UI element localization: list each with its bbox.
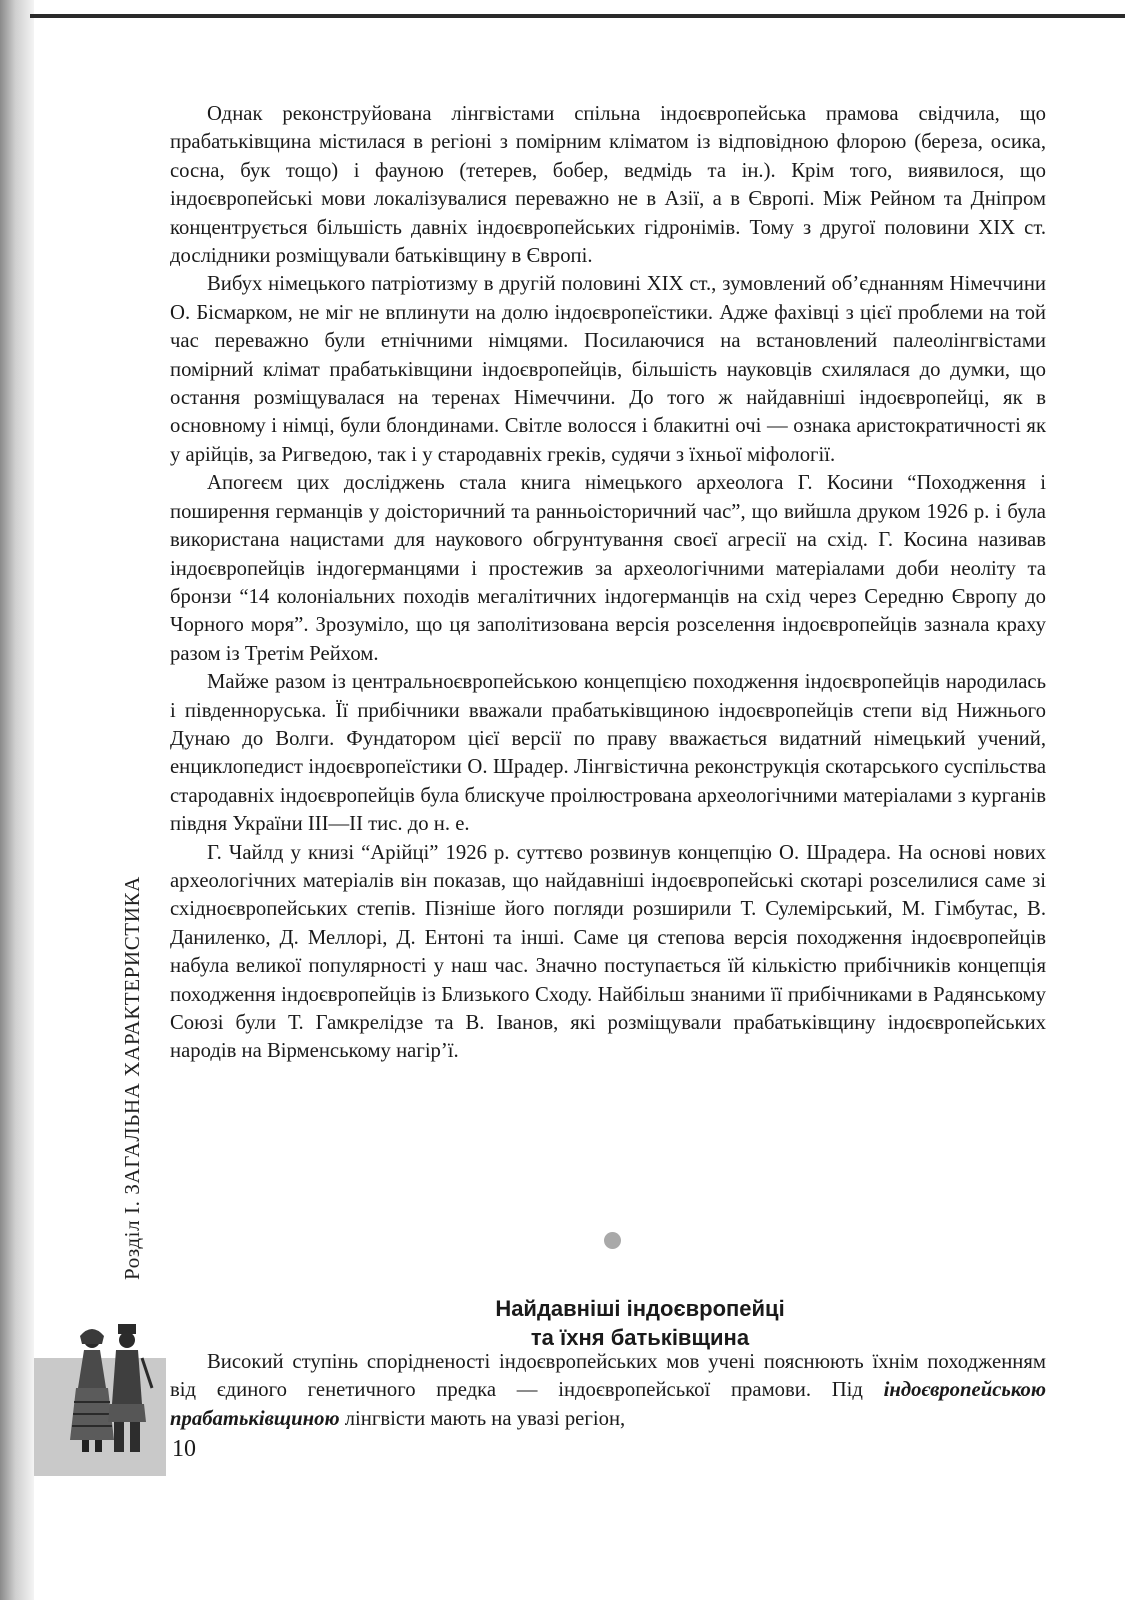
page-number: 10 — [172, 1436, 196, 1462]
key-term: індоєвропейською прабатьківщиною — [170, 1379, 1046, 1430]
top-rule — [30, 14, 1125, 18]
section-heading-line: та їхня батьківщина — [530, 1325, 750, 1350]
paragraph — [170, 1348, 1046, 1433]
paragraph-text: лінгвісти мають на увазі регіон, — [339, 1407, 626, 1430]
body-text — [170, 100, 1046, 1066]
section-heading-line: Найдавніші індоєвропейці — [495, 1296, 785, 1321]
folk-figures-illustration — [62, 1318, 158, 1458]
section-heading — [440, 1294, 840, 1352]
paragraph: Однак реконструйована лінгвістами спільна індоєвропейська прамова свідчила, що прабатьківщина містилася в регіоні з помірним кліматом із відповідною флорою (береза, осика, сосна, бук тощо) і фауною (тетерев, бобер, ведмідь та ін.). Крім того, виявилося, що індоєвропейські мови локалізувалися переважно не в Азії, а в Європі. Між Рейном та Дніпром концентрується більшість давніх індоєвропейських гідронімів. Тому з другої половини XIX ст. дослідники розміщували батьківщину в Європі. — [170, 103, 1046, 268]
chapter-sidebar-title: Розділ І. ЗАГАЛЬНА ХАРАКТЕРИСТИКА — [120, 876, 144, 1280]
section-divider-dot — [604, 1232, 621, 1249]
paragraph: Апогеєм цих досліджень стала книга німецького археолога Г. Косини “Походження і поширення германців у доісторичний та ранньоісторичний час”, що вийшла друком 1926 р. і була використана нацистами для наукового обгрунтування своєї агресії на схід. Г. Косина називав індоєвропейців індогерманцями і простежив за археологічними матеріалами доби неоліту та бронзи “14 колоніальних походів мегалітичних індогерманців на схід через Середню Європу до Чорного моря”. Зрозуміло, що ця заполітизована версія розселення індоєвропейців зазнала краху разом із Третім Рейхом. — [170, 472, 1046, 665]
paragraph: Майже разом із центральноєвропейською концепцією походження індоєвропейців народилась і південноруська. Її прибічники вважали прабатьківщиною індоєвропейців степи від Нижнього Дунаю до Волги. Фундатором цієї версії по праву вважається видатний німецький учений, енциклопедист індоєвропеїстики О. Шрадер. Лінгвістична реконструкція скотарського суспільства стародавніх індоєвропейців була блискуче проілюстрована археологічними матеріалами з курганів півдня України III—II тис. до н. е. — [170, 671, 1046, 836]
section-body-text — [170, 1348, 1046, 1433]
paragraph: Г. Чайлд у книзі “Арійці” 1926 р. суттєво розвинув концепцію О. Шрадера. На основі нових археологічних матеріалів він показав, що найдавніші індоєвропейські скотарі розселилися саме зі східноєвропейських степів. Пізніше його погляди розширили Т. Сулемірський, М. Гімбутас, В. Даниленко, Д. Меллорі, Д. Ентоні та інші. Саме ця степова версія походження індоєвропейців набула великої популярності у наш час. Значно поступається їй кількістю прибічників концепція походження індоєвропейців із Близького Сходу. Найбільш знаними її прибічниками в Радянському Союзі були Т. Гамкрелідзе та В. Іванов, які розміщували прабатьківщину індоєвропейських народів на Вірменському нагір’ї. — [170, 841, 1046, 1063]
scan-edge-shadow — [0, 0, 34, 1600]
paragraph: Вибух німецького патріотизму в другій половині XIX ст., зумовлений об’єднанням Німеччини О. Бісмарком, не міг не вплинути на долю індоєвропеїстики. Адже фахівці з цієї проблеми на той час переважно були етнічними німцями. Посилаючися на встановлений палеолінгвістами помірний клімат прабатьківщини індоєвропейців, більшість науковців схилялася до думки, що остання розміщувалася на теренах Німеччини. До того ж найдавніші індоєвропейці, як в основному і німці, були блондинами. Світле волосся і блакитні очі — ознака аристократичності як у арійців, за Ригведою, так і у стародавніх греків, судячи з їхньої міфології. — [170, 273, 1046, 466]
paragraph-text: Високий ступінь спорідненості індоєвропейських мов учені пояснюють їхнім походженням від єдиного генетичного предка — індоєвропейської прамови. Під — [170, 1351, 1046, 1402]
